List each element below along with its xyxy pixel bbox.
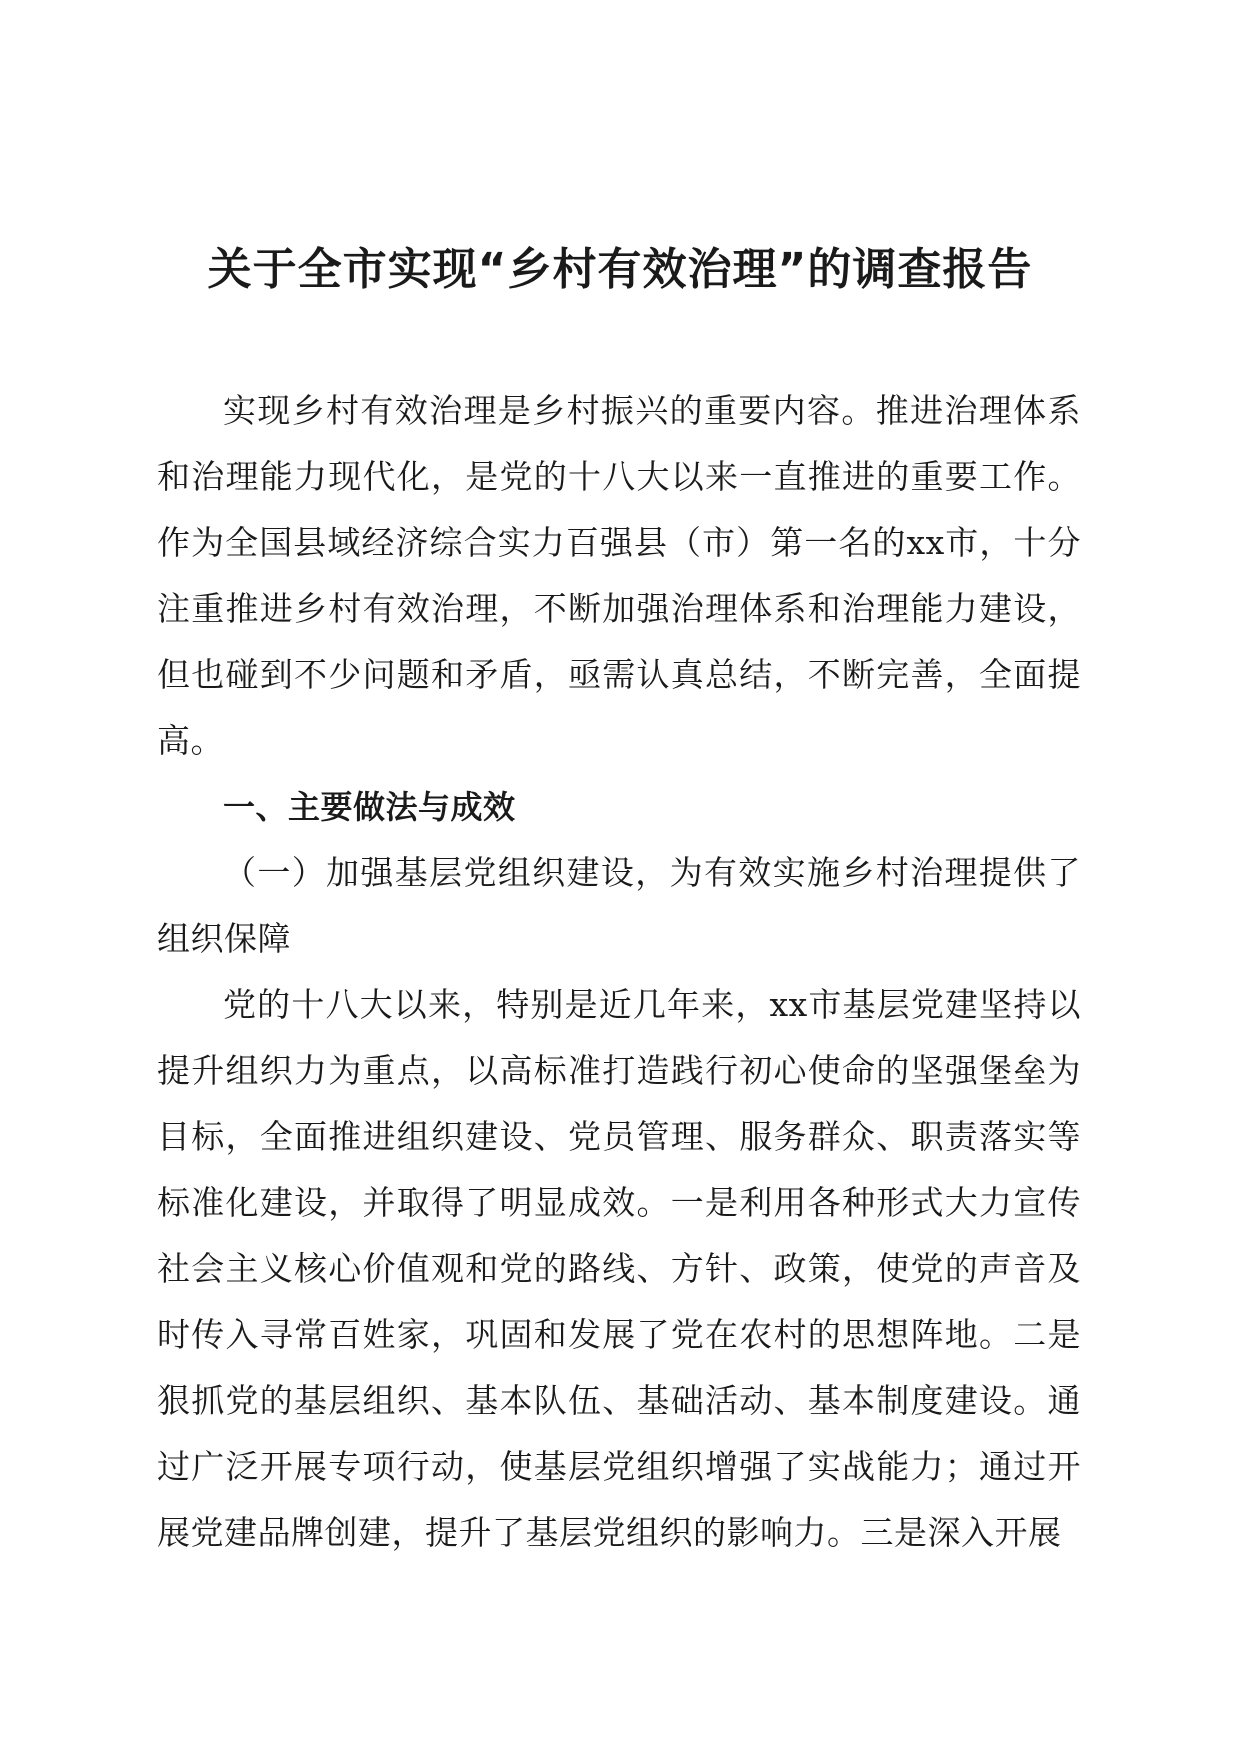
subsection-heading: （一）加强基层党组织建设，为有效实施乡村治理提供了组织保障 — [157, 853, 1081, 958]
document-title: 关于全市实现“乡村有效治理”的调查报告 — [207, 244, 1033, 295]
section-heading: 一、主要做法与成效 — [223, 788, 516, 826]
intro-paragraph: 实现乡村有效治理是乡村振兴的重要内容。推进治理体系和治理能力现代化，是党的十八大以来一直推进的重要工作。作为全国县域经济综合实力百强县（市）第一名的xx市，十分注重推进乡村有效治理，不断加强治理体系和治理能力建设，但也碰到不少问题和矛盾，亟需认真总结，不断完善，全面提高。 — [157, 391, 1081, 760]
document-body — [157, 378, 1081, 1566]
body-paragraph: 党的十八大以来，特别是近几年来，xx市基层党建坚持以提升组织力为重点，以高标准打造践行初心使命的坚强堡垒为目标，全面推进组织建设、党员管理、服务群众、职责落实等标准化建设，并取得了明显成效。一是利用各种形式大力宣传社会主义核心价值观和党的路线、方针、政策，使党的声音及时传入寻常百姓家，巩固和发展了党在农村的思想阵地。二是狠抓党的基层组织、基本队伍、基础活动、基本制度建设。通过广泛开展专项行动，使基层党组织增强了实战能力；通过开展党建品牌创建，提升了基层党组织的影响力。三是深入开展 — [157, 985, 1081, 1552]
